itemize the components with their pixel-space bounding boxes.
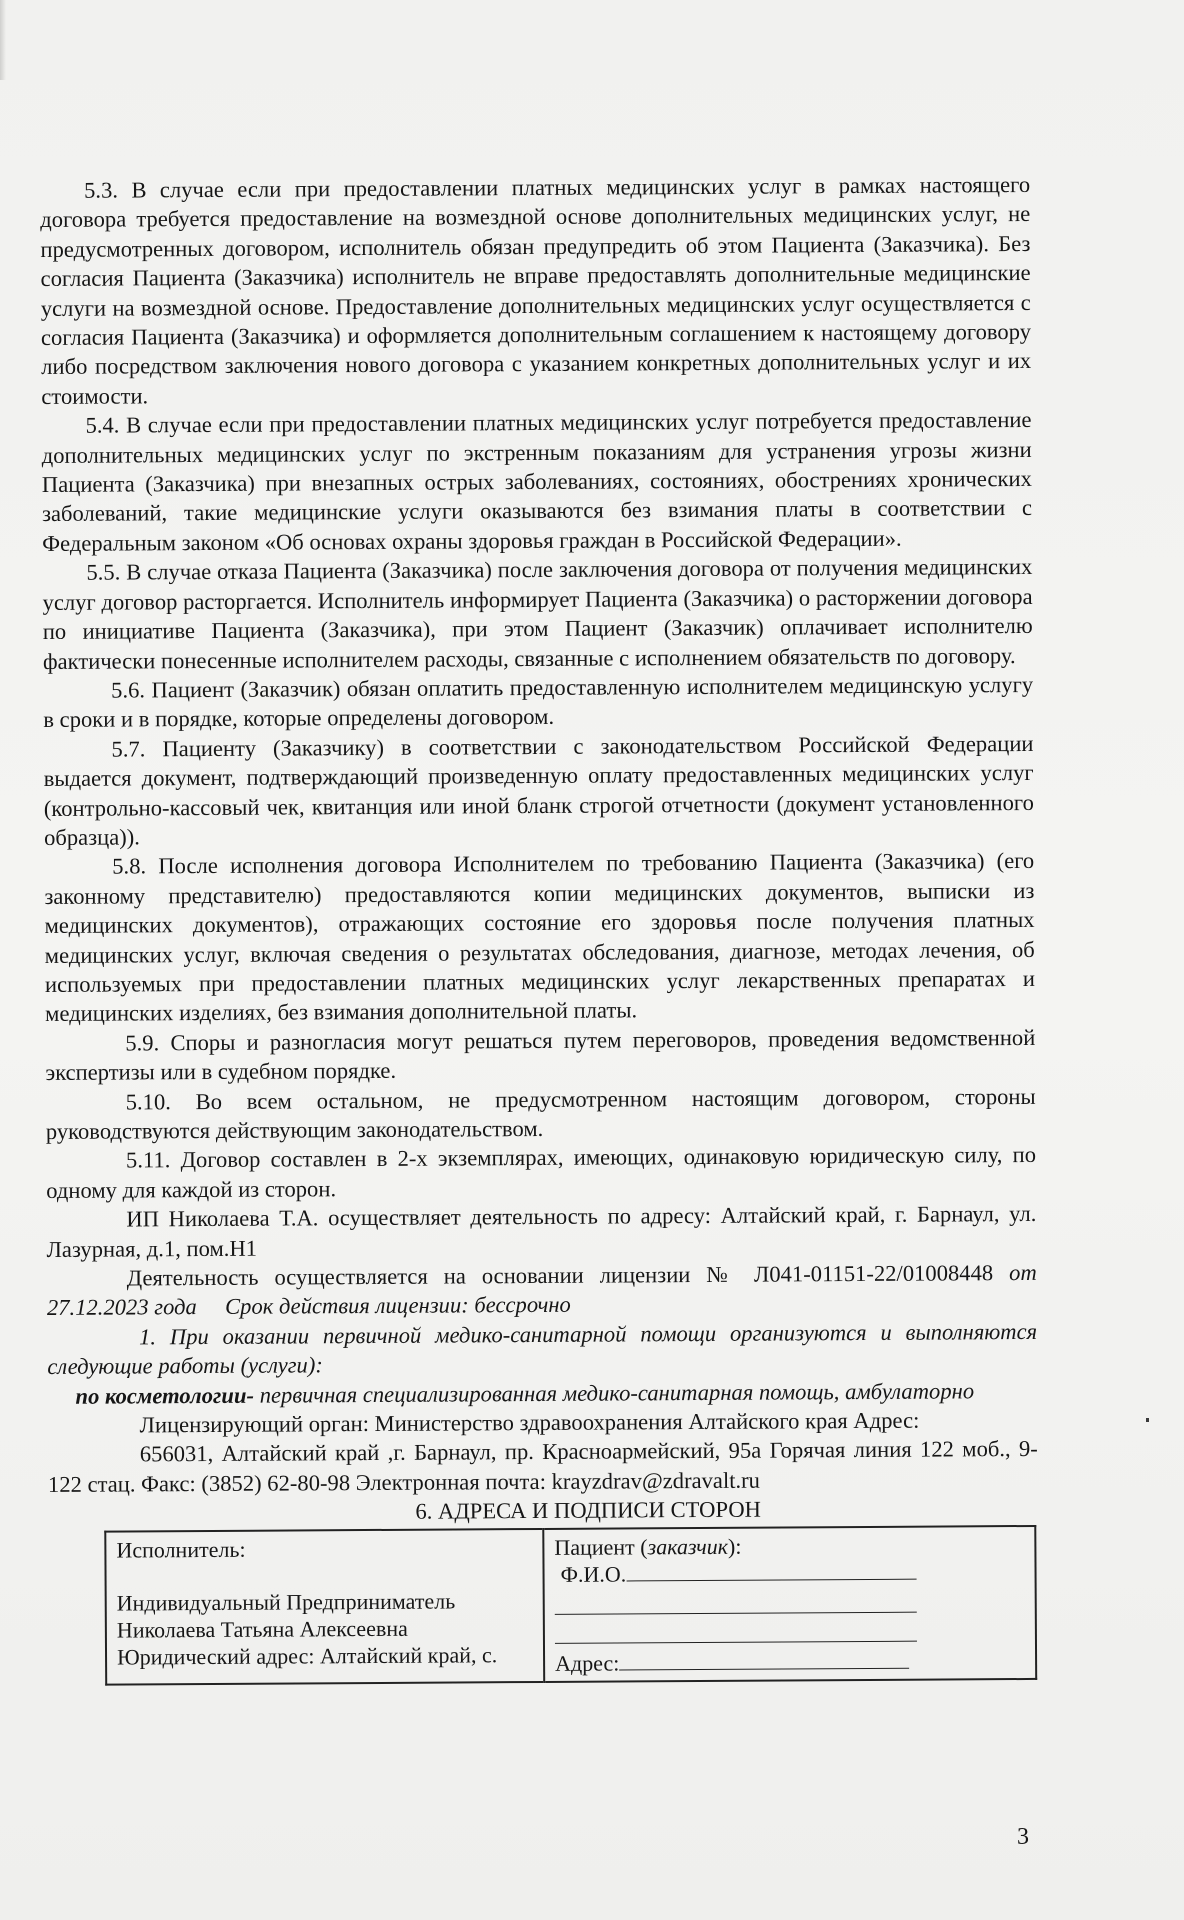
clause-5-9: 5.9. Споры и разногласия могут решаться путем переговоров, проведения ведомственной экспертизы или в судебном порядке.: [45, 1024, 1036, 1086]
patient-heading: Пациент (заказчик):: [554, 1534, 742, 1561]
signature-table: [104, 1525, 1037, 1686]
executor-legal-address: Юридический адрес: Алтайский край, с.: [116, 1642, 498, 1670]
executor-heading: Исполнитель:: [116, 1537, 246, 1563]
document-body: [40, 170, 1039, 1686]
license-validity: Срок действия лицензии: бессрочно: [224, 1292, 571, 1320]
works-lead: по косметологии-: [75, 1382, 255, 1409]
address-label: Адрес:: [555, 1650, 620, 1677]
licensing-authority: Лицензирующий орган: Министерство здравоохранения Алтайского края Адрес:: [139, 1407, 920, 1438]
section-6-title: 6. АДРЕСА И ПОДПИСИ СТОРОН: [415, 1496, 761, 1525]
blank-line-2[interactable]: [555, 1619, 917, 1644]
executor-line-2: Николаева Татьяна Алексеевна: [116, 1616, 408, 1643]
clause-5-4: 5.4. В случае если при предоставлении платных медицинских услуг потребуется предоставление дополнительных медицинских услуг по экстренным показаниям для устранения угрозы жизни Пациента (Заказчика) при внезапных острых заболеваниях, состояниях, обострениях хронических заболеваний, такие медицинские услуги оказываются без взимания платы в соответствии с Федеральным законом «Об основах охраны здоровья граждан в Российской Федерации».: [41, 407, 1033, 556]
license-date: от 27.12.2023 года: [46, 1259, 1037, 1321]
address-blank[interactable]: [619, 1648, 909, 1671]
clause-5-6: 5.6. Пациент (Заказчик) обязан оплатить предоставленную исполнителем медицинскую услугу в сроки и в порядке, которые определены договором.: [43, 671, 1034, 733]
scan-speck: [1146, 1418, 1149, 1422]
clause-5-3: 5.3. В случае если при предоставлении платных медицинских услуг в рамках настоящего договора требуется предоставление на возмездной основе дополнительных медицинских услуг, не предусмотренных договором, исполнитель обязан предупредить об этом Пациента (Заказчика). Без согласия Пациента (Заказчика) исполнитель не вправе предоставлять дополнительные медицинские услуги на возмездной основе. Предоставление дополнительных медицинских услуг осуществляется с согласия Пациента (Заказчика) и оформляется дополнительным соглашением к настоящему договору либо посредством заключения нового договора с указанием конкретных дополнительных услуг и их стоимости.: [40, 171, 1032, 409]
clause-5-8: 5.8. После исполнения договора Исполнителем по требованию Пациента (Заказчика) (его законному представителю) предоставляются копии медицинских документов, выписки из медицинских документов), отражающих состояние его здоровья после получения платных медицинских услуг, включая сведения о результатах обследования, диагнозе, методах лечения, об используемых при предоставлении платных медицинских услуг лекарственных препаратах и медицинских изделиях, без взимания дополнительной платы.: [44, 848, 1035, 1027]
fio-label: Ф.И.О.: [560, 1561, 627, 1588]
patient-cell: [543, 1526, 1036, 1682]
clause-5-11: 5.11. Договор составлен в 2-х экземплярах, имеющих, одинаковую юридическую силу, по одному для каждой из сторон.: [46, 1142, 1037, 1203]
patient-fio-row: [554, 1558, 1026, 1588]
clause-5-5: 5.5. В случае отказа Пациента (Заказчика) после заключения договора от получения медицинских услуг договор расторгается. Исполнитель информирует Пациента (Заказчика) о расторжении договора по инициативе Пациента (Заказчика), при этом Пациент (Заказчик) оплачивает исполнителю фактически понесенные исполнителем расходы, связанные с исполнением обязательств по договору.: [42, 554, 1033, 674]
licensing-authority-contacts: 656031, Алтайский край ,г. Барнаул, пр. Красноармейский, 95а Горячая линия 122 моб., 9-122 стац. Факс: (3852) 62-80-98 Электронная почта: krayzdrav@zdravalt.ru: [47, 1436, 1038, 1497]
patient-heading-italic: заказчик: [647, 1534, 729, 1560]
works-intro: 1. При оказании первичной медико-санитарной помощи организуются и выполняются следующие работы (услуги):: [47, 1318, 1038, 1380]
blank-line-1[interactable]: [555, 1590, 917, 1615]
executor-cell: [105, 1529, 544, 1685]
fio-blank[interactable]: [626, 1559, 916, 1582]
license-paragraph: [47, 1258, 1037, 1323]
clause-5-10: 5.10. Во всем остальном, не предусмотренном настоящим договором, стороны руководствуются действующим законодательством.: [45, 1083, 1036, 1144]
clause-5-7: 5.7. Пациенту (Заказчику) в соответствии с законодательством Российской Федерации выдается документ, подтверждающий произведенную оплату предоставленных медицинских услуг (контрольно-кассовый чек, квитанция или иной бланк строгой отчетности (документ установленного образца)).: [43, 730, 1034, 850]
license-number: Деятельность осуществляется на основании лицензии № Л041-01151-22/01008448: [126, 1260, 994, 1291]
works-rest: первичная специализированная медико-санитарная помощь, амбулаторно: [259, 1377, 975, 1408]
activity-address: ИП Николаева Т.А. осуществляет деятельность по адресу: Алтайский край, г. Барнаул, ул. Лазурная, д.1, пом.Н1: [46, 1201, 1037, 1262]
patient-address-row: [555, 1647, 1027, 1677]
page-number: 3: [1017, 1824, 1029, 1850]
scan-edge: [0, 0, 6, 80]
executor-line-1: Индивидуальный Предприниматель: [116, 1588, 456, 1616]
